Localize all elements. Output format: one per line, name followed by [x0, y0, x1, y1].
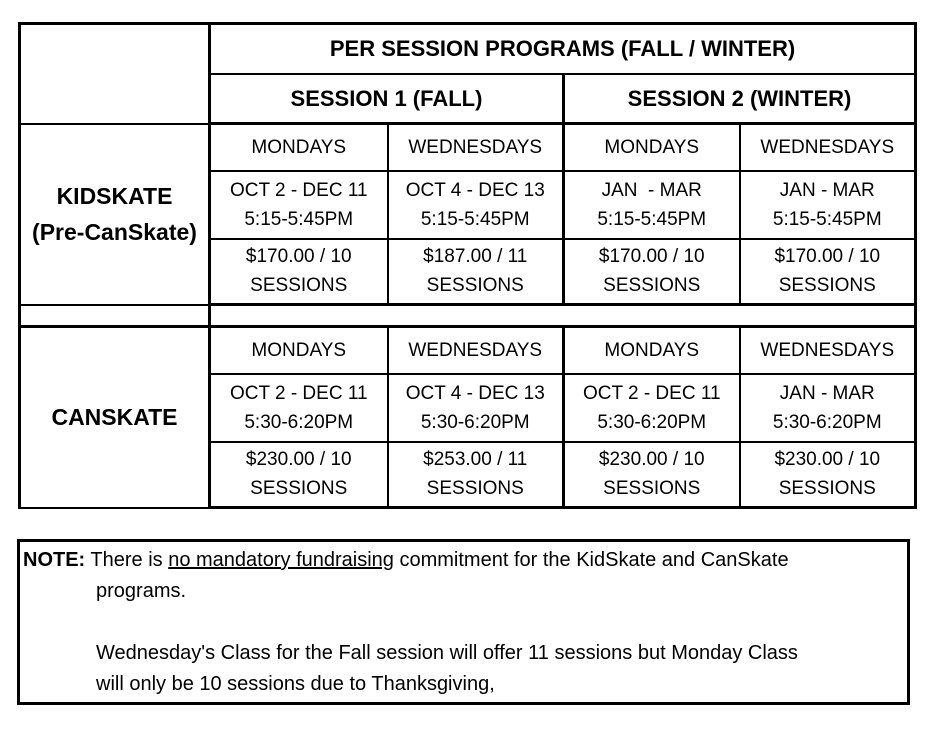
- canskate-day-s2-wed: WEDNESDAYS: [740, 327, 916, 374]
- date-range: JAN - MAR: [601, 179, 702, 201]
- session-1-header: SESSION 1 (FALL): [210, 74, 564, 124]
- kidskate-price-s1-mon: [210, 239, 388, 305]
- canskate-day-s2-mon: MONDAYS: [564, 327, 740, 374]
- kidskate-day-s1-mon: MONDAYS: [210, 124, 388, 171]
- kidskate-program-label: [20, 124, 210, 305]
- date-range: JAN - MAR: [779, 179, 875, 201]
- time-range: 5:30-6:20PM: [772, 411, 882, 433]
- price: $170.00 / 10: [774, 246, 881, 268]
- note-text: commitment for the KidSkate and CanSkate: [393, 549, 789, 571]
- price: $230.00 / 10: [598, 449, 705, 471]
- price: $230.00 / 10: [245, 449, 352, 471]
- date-range: OCT 2 - DEC 11: [229, 382, 368, 404]
- canskate-day-s1-mon: MONDAYS: [210, 327, 388, 374]
- time-range: 5:30-6:20PM: [420, 411, 530, 433]
- date-range: OCT 2 - DEC 11: [582, 382, 721, 404]
- canskate-name: CANSKATE: [51, 404, 178, 431]
- price-unit: SESSIONS: [603, 478, 701, 500]
- time-range: 5:30-6:20PM: [244, 411, 354, 433]
- note-line-1: [23, 545, 901, 576]
- kidskate-schedule-s1-mon: [210, 171, 388, 239]
- canskate-schedule-s1-wed: [388, 374, 564, 442]
- price: $187.00 / 11: [423, 246, 528, 268]
- note-label: NOTE:: [23, 549, 86, 571]
- note-line-4: will only be 10 sessions due to Thanksgiving,: [96, 673, 495, 695]
- note-line-2: programs.: [96, 580, 187, 602]
- date-range: OCT 2 - DEC 11: [229, 179, 368, 201]
- spacer-cell: [210, 305, 916, 327]
- note-line-3: Wednesday's Class for the Fall session will offer 11 sessions but Monday Class: [96, 642, 798, 664]
- price: $170.00 / 10: [245, 246, 352, 268]
- kidskate-schedule-s2-mon: [564, 171, 740, 239]
- note-text: There is: [85, 549, 169, 571]
- kidskate-day-s2-mon: MONDAYS: [564, 124, 740, 171]
- price: $170.00 / 10: [598, 246, 705, 268]
- price-unit: SESSIONS: [426, 478, 524, 500]
- date-range: OCT 4 - DEC 13: [405, 382, 545, 404]
- price-unit: SESSIONS: [603, 275, 701, 297]
- price-unit: SESSIONS: [250, 275, 348, 297]
- price-unit: SESSIONS: [778, 478, 876, 500]
- canskate-program-label: [20, 327, 210, 508]
- kidskate-name: KIDSKATE: [56, 183, 173, 209]
- session-2-header: SESSION 2 (WINTER): [564, 74, 916, 124]
- note-emphasis: no mandatory fundraising: [168, 549, 394, 571]
- canskate-day-s1-wed: WEDNESDAYS: [388, 327, 564, 374]
- price: $230.00 / 10: [774, 449, 881, 471]
- time-range: 5:15-5:45PM: [420, 208, 530, 230]
- kidskate-day-s1-wed: WEDNESDAYS: [388, 124, 564, 171]
- kidskate-price-s1-wed: [388, 239, 564, 305]
- price-unit: SESSIONS: [250, 478, 348, 500]
- price-unit: SESSIONS: [426, 275, 524, 297]
- kidskate-schedule-s1-wed: [388, 171, 564, 239]
- date-range: JAN - MAR: [779, 382, 875, 404]
- canskate-price-s2-wed: [740, 442, 916, 508]
- note-box: [17, 539, 910, 705]
- time-range: 5:15-5:45PM: [244, 208, 354, 230]
- corner-cell: [20, 24, 210, 124]
- canskate-price-s1-wed: [388, 442, 564, 508]
- canskate-price-s1-mon: [210, 442, 388, 508]
- kidskate-day-s2-wed: WEDNESDAYS: [740, 124, 916, 171]
- kidskate-subname: (Pre-CanSkate): [32, 219, 197, 245]
- canskate-schedule-s2-mon: [564, 374, 740, 442]
- table-title: PER SESSION PROGRAMS (FALL / WINTER): [210, 24, 916, 74]
- kidskate-schedule-s2-wed: [740, 171, 916, 239]
- price: $253.00 / 11: [423, 449, 528, 471]
- program-schedule-table: [18, 22, 917, 509]
- canskate-price-s2-mon: [564, 442, 740, 508]
- canskate-schedule-s2-wed: [740, 374, 916, 442]
- price-unit: SESSIONS: [778, 275, 876, 297]
- time-range: 5:15-5:45PM: [597, 208, 707, 230]
- date-range: OCT 4 - DEC 13: [405, 179, 545, 201]
- time-range: 5:15-5:45PM: [772, 208, 882, 230]
- spacer-cell: [20, 305, 210, 327]
- kidskate-price-s2-wed: [740, 239, 916, 305]
- time-range: 5:30-6:20PM: [597, 411, 707, 433]
- kidskate-price-s2-mon: [564, 239, 740, 305]
- canskate-schedule-s1-mon: [210, 374, 388, 442]
